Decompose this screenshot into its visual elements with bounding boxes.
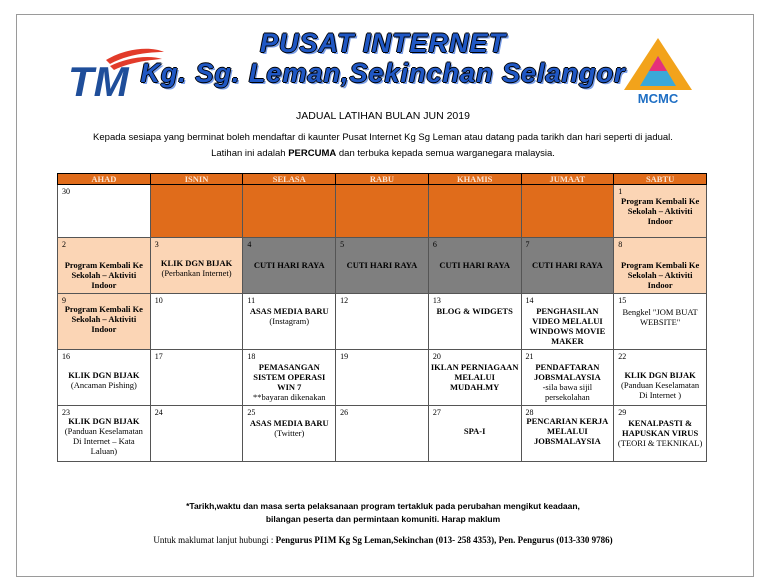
day-number: 13	[432, 296, 441, 305]
day-number: 1	[618, 187, 623, 196]
event-title: KENALPASTI & HAPUSKAN VIRUS	[622, 418, 699, 438]
day-number: 28	[525, 408, 534, 417]
calendar-day-cell	[521, 294, 614, 350]
intro-line-1: Kepada sesiapa yang berminat boleh mendaftar di kaunter Pusat Internet Kg Sg Leman atau datang pada tarikh dan hari seperti di jadual.	[93, 132, 673, 143]
day-header: ISNIN	[150, 174, 243, 185]
event-content	[60, 304, 148, 334]
note-line-1: *Tarikh,waktu dan masa serta pelaksanaan program tertakluk pada perubahan mengikut keadaan,	[186, 501, 580, 511]
calendar-week-row	[58, 238, 707, 294]
day-number: 14	[525, 296, 534, 305]
day-number: 6	[432, 240, 437, 249]
day-number: 7	[525, 240, 530, 249]
event-title: ASAS MEDIA BARU	[249, 306, 329, 316]
event-title: Program Kembali Ke Sekolah – Aktiviti Indoor	[621, 260, 700, 290]
calendar-day-cell	[521, 238, 614, 294]
day-number: 11	[247, 296, 256, 305]
calendar-day-cell	[336, 406, 429, 462]
event-detail: (Twitter)	[274, 428, 305, 438]
day-number: 12	[340, 296, 349, 305]
calendar-day-cell	[336, 238, 429, 294]
page-title: PUSAT INTERNET	[259, 28, 506, 58]
day-number: 27	[432, 408, 441, 417]
event-content	[524, 306, 612, 346]
calendar-day-cell	[614, 238, 707, 294]
event-content	[616, 260, 704, 290]
day-number: 4	[247, 240, 252, 249]
intro-free-highlight: PERCUMA	[288, 148, 337, 159]
day-number: 25	[247, 408, 256, 417]
day-number: 3	[154, 240, 159, 249]
calendar-day-cell	[243, 350, 336, 406]
event-detail: Bengkel "JOM BUAT WEBSITE"	[622, 307, 698, 327]
event-content	[338, 260, 426, 270]
tm-logo-text: TM	[68, 58, 129, 105]
calendar-day-cell	[428, 350, 521, 406]
event-title: PEMASANGAN SISTEM OPERASI WIN 7	[253, 362, 326, 392]
contact-details: Pengurus PI1M Kg Sg Leman,Sekinchan (013- 258 4353), Pen. Pengurus (013-330 9786)	[275, 535, 613, 545]
event-content	[431, 362, 519, 392]
event-title: PENDAFTARAN JOBSMALAYSIA	[533, 362, 601, 382]
note-line-2: bilangan peserta dan permintaan komuniti. Harap maklum	[265, 514, 501, 524]
event-title: Program Kembali Ke Sekolah – Aktiviti Indoor	[64, 260, 143, 290]
event-detail: (Panduan Keselamatan Di Internet )	[621, 380, 700, 400]
day-number: 18	[247, 352, 256, 361]
event-title: CUTI HARI RAYA	[532, 260, 603, 270]
event-content	[60, 260, 148, 290]
event-title: KLIK DGN BIJAK	[68, 370, 140, 380]
tm-logo	[66, 46, 166, 106]
mcmc-logo-text: MCMC	[637, 91, 679, 106]
event-title: BLOG & WIDGETS	[436, 306, 513, 316]
event-content	[431, 426, 519, 436]
training-calendar	[57, 173, 707, 462]
calendar-week-row	[58, 185, 707, 238]
calendar-day-cell	[150, 185, 243, 238]
contact-pre: Untuk maklumat lanjut hubungi :	[153, 535, 276, 545]
calendar-week-row	[58, 350, 707, 406]
event-content	[245, 306, 333, 326]
calendar-day-cell	[336, 294, 429, 350]
event-title: SPA-I	[463, 426, 486, 436]
event-detail: (Panduan Keselamatan Di Internet – Kata Laluan)	[64, 426, 143, 456]
calendar-week-row	[58, 406, 707, 462]
calendar-day-cell	[614, 406, 707, 462]
intro-text	[30, 130, 736, 162]
calendar-header-row	[58, 174, 707, 185]
page-location-title: Kg. Sg. Leman,Sekinchan Selangor	[140, 58, 626, 88]
event-title: CUTI HARI RAYA	[346, 260, 418, 270]
calendar-day-cell	[428, 185, 521, 238]
event-content	[616, 418, 704, 448]
calendar-day-cell	[428, 238, 521, 294]
event-title: IKLAN PERNIAGAAN MELALUI MUDAH.MY	[430, 362, 519, 392]
calendar-day-cell	[58, 185, 151, 238]
event-title: KLIK DGN BIJAK	[624, 370, 696, 380]
event-content	[524, 362, 612, 402]
day-number: 29	[618, 408, 627, 417]
disclaimer-note	[0, 500, 766, 526]
intro-post: dan terbuka kepada semua warganegara malaysia.	[336, 148, 555, 159]
calendar-day-cell	[428, 294, 521, 350]
event-content	[153, 258, 241, 278]
day-number: 30	[62, 187, 70, 196]
event-content	[616, 196, 704, 226]
calendar-day-cell	[521, 350, 614, 406]
contact-info	[0, 535, 766, 545]
event-title: ASAS MEDIA BARU	[249, 418, 329, 428]
event-title: PENGHASILAN VIDEO MELALUI WINDOWS MOVIE MAKER	[529, 306, 606, 346]
day-header: JUMAAT	[521, 174, 614, 185]
day-number: 21	[525, 352, 534, 361]
day-number: 20	[432, 352, 441, 361]
calendar-day-cell	[614, 350, 707, 406]
calendar-day-cell	[150, 350, 243, 406]
event-content	[616, 370, 704, 400]
event-content	[616, 307, 704, 327]
calendar-day-cell	[614, 294, 707, 350]
event-title: Program Kembali Ke Sekolah – Aktiviti Indoor	[621, 196, 700, 226]
event-title: CUTI HARI RAYA	[253, 260, 325, 270]
calendar-day-cell	[243, 185, 336, 238]
intro-pre: Latihan ini adalah	[211, 148, 289, 159]
event-detail: **bayaran dikenakan	[253, 392, 326, 402]
calendar-day-cell	[243, 406, 336, 462]
event-detail: (TEORI & TEKNIKAL)	[617, 438, 703, 448]
event-content	[60, 416, 148, 456]
day-number: 5	[340, 240, 345, 249]
day-number: 2	[62, 240, 66, 249]
calendar-day-cell	[58, 238, 151, 294]
day-number: 22	[618, 352, 627, 361]
event-content	[431, 260, 519, 270]
day-number: 9	[62, 296, 66, 305]
calendar-day-cell	[58, 406, 151, 462]
calendar-day-cell	[243, 294, 336, 350]
calendar-day-cell	[428, 406, 521, 462]
event-title: KLIK DGN BIJAK	[160, 258, 233, 268]
day-number: 15	[618, 296, 627, 305]
day-header: KHAMIS	[428, 174, 521, 185]
event-title: Program Kembali Ke Sekolah – Aktiviti Indoor	[64, 304, 143, 334]
day-number: 24	[154, 408, 163, 417]
calendar-day-cell	[150, 294, 243, 350]
event-detail: (Ancaman Pishing)	[70, 380, 137, 390]
event-content	[524, 260, 612, 270]
intro-line-2	[30, 146, 736, 162]
day-header: SABTU	[614, 174, 707, 185]
day-number: 10	[154, 296, 163, 305]
day-number: 19	[340, 352, 349, 361]
day-number: 23	[62, 408, 70, 417]
event-content	[60, 370, 148, 390]
calendar-day-cell	[521, 406, 614, 462]
event-content	[431, 306, 519, 316]
event-content	[245, 418, 333, 438]
calendar-day-cell	[150, 406, 243, 462]
event-detail: (Perbankan Internet)	[161, 268, 232, 278]
calendar-day-cell	[614, 185, 707, 238]
event-content	[245, 362, 333, 402]
calendar-day-cell	[58, 294, 151, 350]
day-header: AHAD	[58, 174, 151, 185]
event-title: CUTI HARI RAYA	[439, 260, 511, 270]
event-detail: -sila bawa sijil persekolahan	[542, 382, 593, 402]
calendar-day-cell	[58, 350, 151, 406]
calendar-day-cell	[150, 238, 243, 294]
calendar-week-row	[58, 294, 707, 350]
day-number: 8	[618, 240, 623, 249]
event-title: PENCARIAN KERJA MELALUI JOBSMALAYSIA	[526, 416, 609, 446]
event-content	[524, 416, 612, 446]
event-content	[245, 260, 333, 270]
day-number: 16	[62, 352, 70, 361]
event-title: KLIK DGN BIJAK	[68, 416, 140, 426]
calendar-day-cell	[336, 350, 429, 406]
schedule-subtitle: JADUAL LATIHAN BULAN JUN 2019	[296, 110, 470, 122]
day-number: 26	[340, 408, 349, 417]
day-header: RABU	[336, 174, 429, 185]
calendar-day-cell	[521, 185, 614, 238]
mcmc-logo	[610, 36, 706, 106]
event-detail: (Instagram)	[269, 316, 310, 326]
calendar-day-cell	[336, 185, 429, 238]
day-number: 17	[154, 352, 163, 361]
calendar-day-cell	[243, 238, 336, 294]
day-header: SELASA	[243, 174, 336, 185]
